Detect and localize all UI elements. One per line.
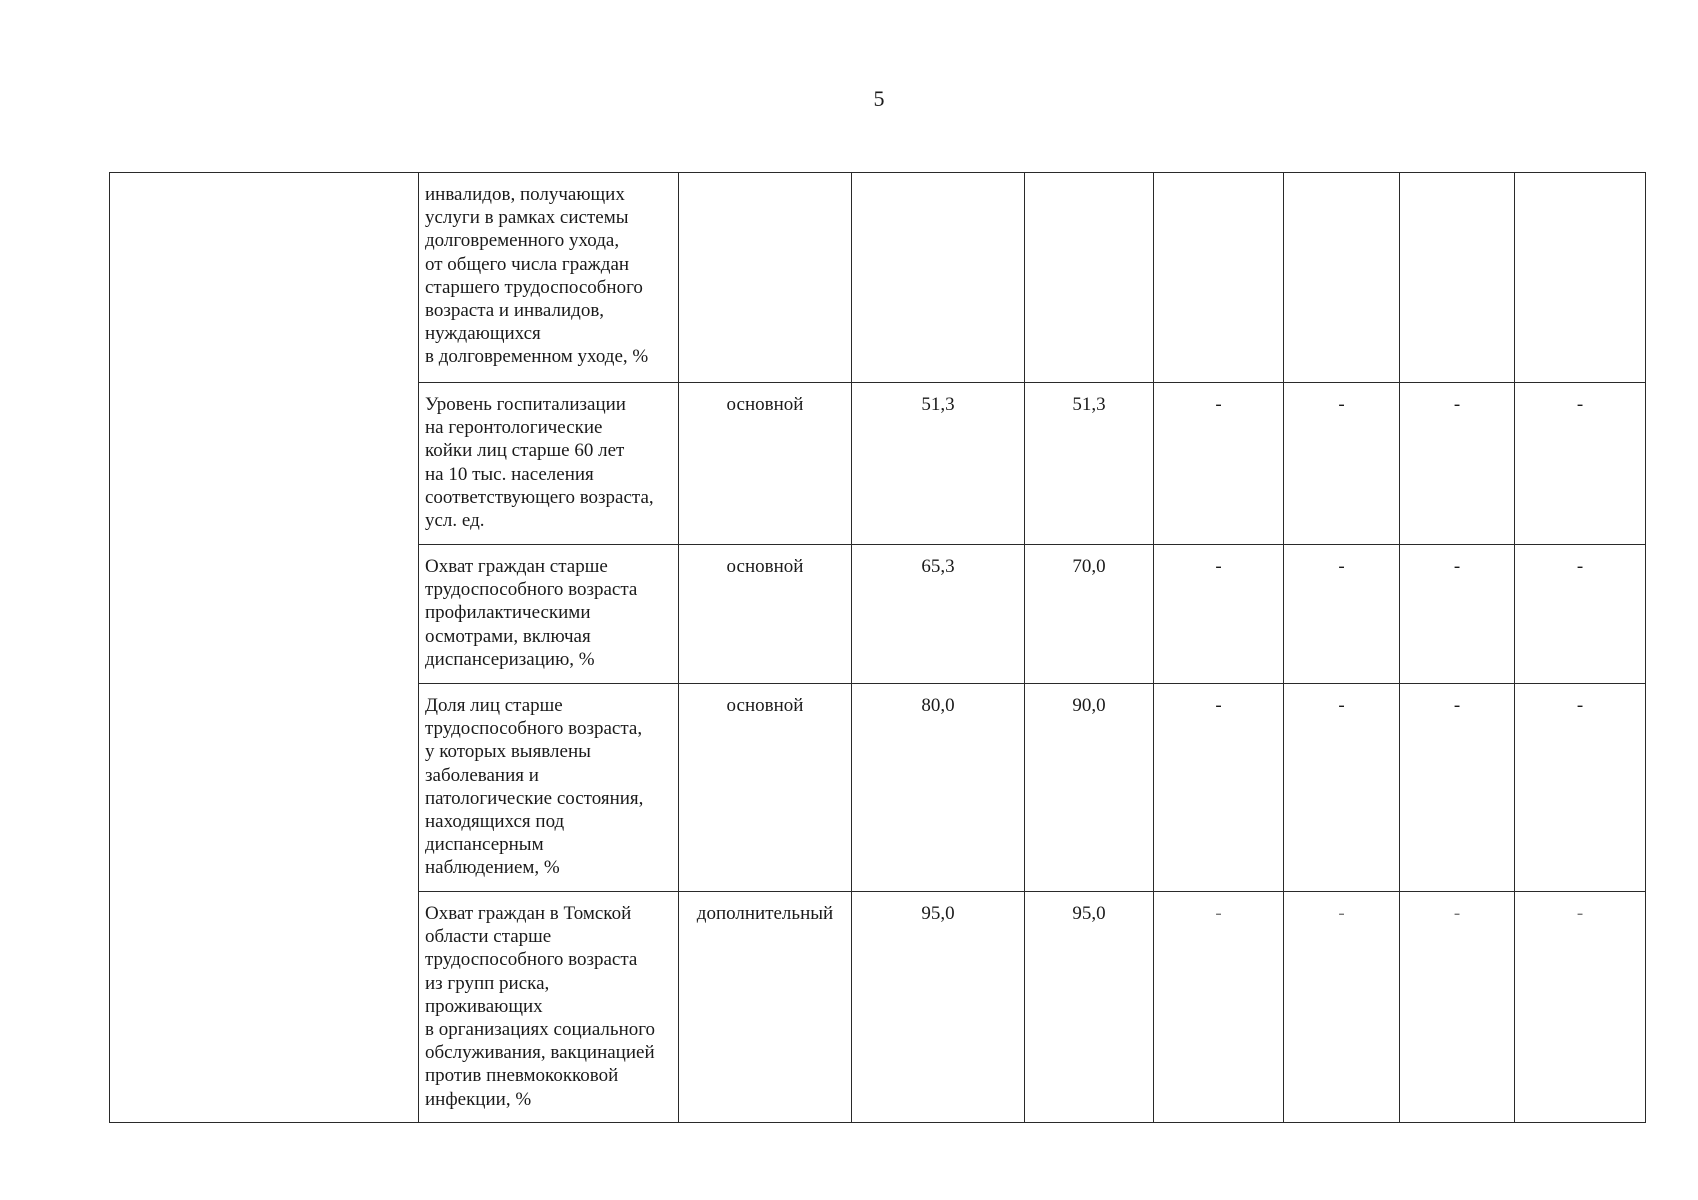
value-cell: 95,0 — [1025, 892, 1154, 1123]
value-cell: 51,3 — [1025, 383, 1154, 545]
value-cell: - — [1284, 383, 1400, 545]
indicator-type: основной — [679, 383, 852, 545]
value-cell: - — [1284, 545, 1400, 684]
value-cell — [1154, 173, 1284, 383]
indicator-type — [679, 173, 852, 383]
value-cell: - — [1284, 892, 1400, 1123]
value-cell: - — [1284, 684, 1400, 892]
value-cell: - — [1400, 892, 1515, 1123]
value-cell: - — [1154, 892, 1284, 1123]
value-cell: - — [1154, 545, 1284, 684]
value-cell — [1025, 173, 1154, 383]
indicator-description: Уровень госпитализации на геронтологические койки лиц старше 60 лет на 10 тыс. населения соответствующего возраста, усл. ед. — [419, 383, 679, 545]
value-cell: - — [1400, 684, 1515, 892]
value-cell: - — [1154, 684, 1284, 892]
value-cell: 80,0 — [852, 684, 1025, 892]
value-cell: - — [1515, 684, 1646, 892]
indicator-description: Доля лиц старше трудоспособного возраста, у которых выявлены заболевания и патологические состояния, находящихся под диспансерным наблюдением, % — [419, 684, 679, 892]
value-cell: 95,0 — [852, 892, 1025, 1123]
indicator-type: основной — [679, 545, 852, 684]
value-cell: - — [1400, 545, 1515, 684]
page-number: 5 — [873, 86, 885, 111]
value-cell — [1400, 173, 1515, 383]
value-cell: 65,3 — [852, 545, 1025, 684]
table-row — [110, 173, 1646, 383]
indicators-table — [109, 172, 1646, 1123]
value-cell: 90,0 — [1025, 684, 1154, 892]
value-cell — [1284, 173, 1400, 383]
indicator-description: Охват граждан старше трудоспособного возраста профилактическими осмотрами, включая диспансеризацию, % — [419, 545, 679, 684]
indicator-description: инвалидов, получающих услуги в рамках системы долговременного ухода, от общего числа граждан старшего трудоспособного возраста и инвалидов, нуждающихся в долговременном уходе, % — [419, 173, 679, 383]
value-cell: - — [1400, 383, 1515, 545]
indicator-type: основной — [679, 684, 852, 892]
value-cell: - — [1515, 383, 1646, 545]
value-cell: - — [1515, 892, 1646, 1123]
value-cell — [852, 173, 1025, 383]
value-cell: - — [1154, 383, 1284, 545]
value-cell — [1515, 173, 1646, 383]
indicator-description: Охват граждан в Томской области старше трудоспособного возраста из групп риска, проживающих в организациях социального обслуживания, вакцинацией против пневмококковой инфекции, % — [419, 892, 679, 1123]
value-cell: - — [1515, 545, 1646, 684]
indicator-type: дополнительный — [679, 892, 852, 1123]
value-cell: 51,3 — [852, 383, 1025, 545]
merged-first-column-cell — [110, 173, 419, 1123]
value-cell: 70,0 — [1025, 545, 1154, 684]
